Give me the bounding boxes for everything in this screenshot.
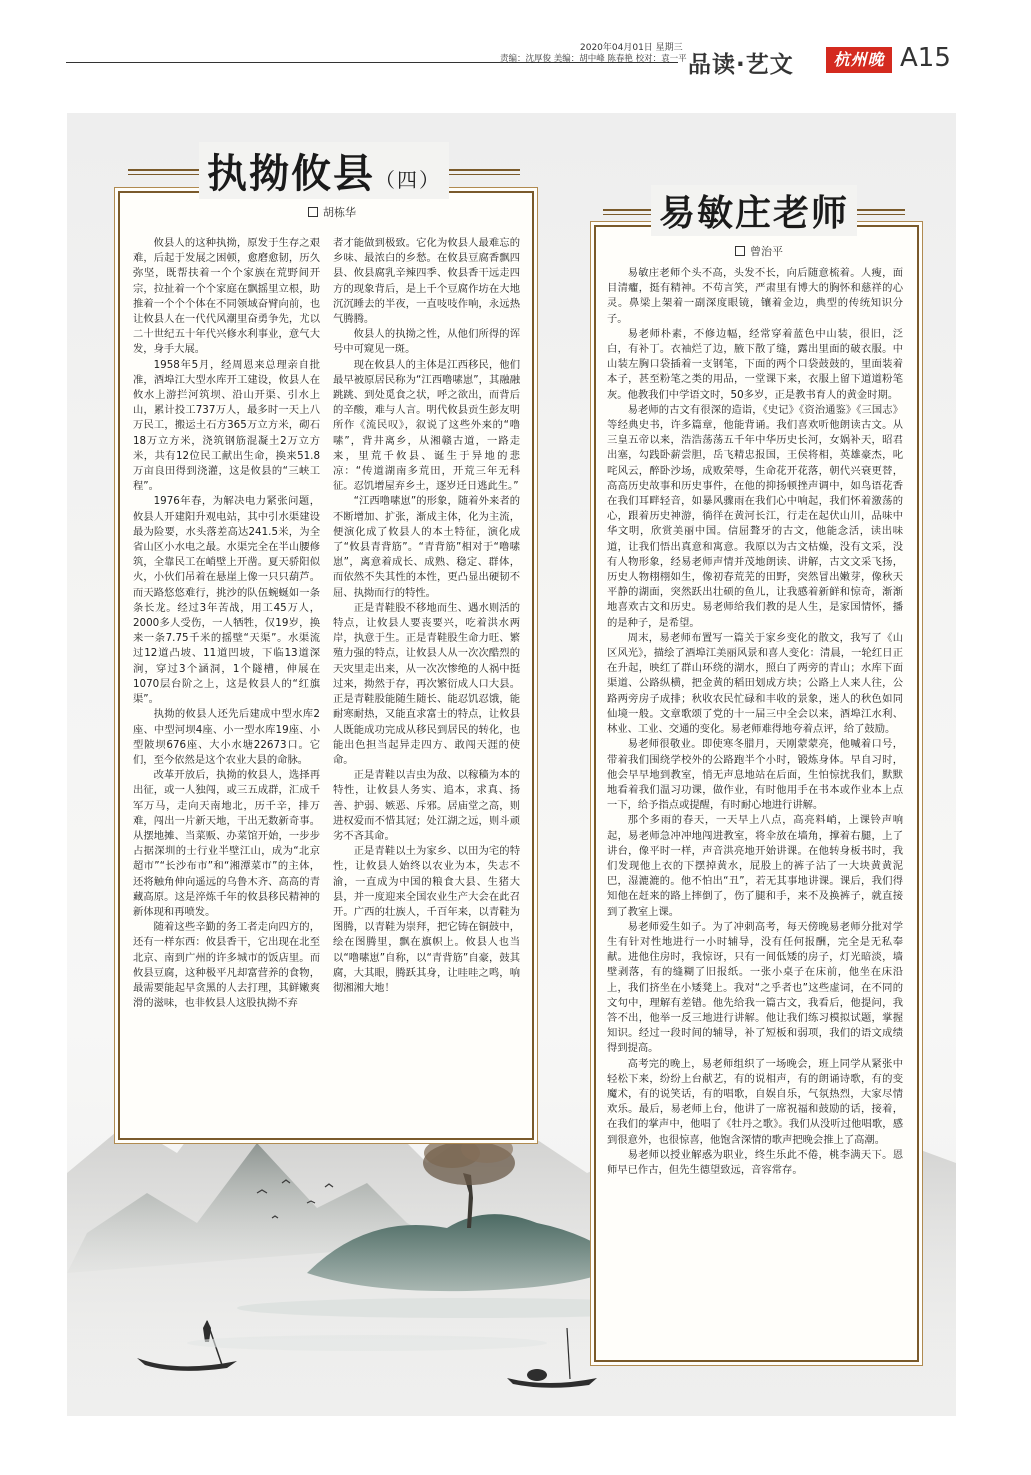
byline-box-icon	[735, 246, 745, 256]
paragraph: 执拗的攸县人还先后建成中型水库2座、中型河坝4座、小一型水库19座、小型陂坝676座、大小水塘22673口。它们，至今依然是这个农业大县的命脉。	[133, 708, 320, 766]
author-name: 曾治平	[750, 245, 783, 258]
paragraph: 那个多雨的春天，一天早上八点，高亮料峭，上课铃声响起，易老师急冲冲地闯进教室，将伞放在墙角，撑着右腿，上了讲台，像平时一样，声音洪亮地开始讲课。在他转身板书时，我们发现他上衣的下摆掉黄水，屁股上的裤子沾了一大块黄黄泥巴，湿漉漉的。他不怕出“丑”，若无其事地讲课。课后，我们得知他在赶来的路上摔倒了，伤了腿和手，来不及换裤子，就直接到了教室上课。	[607, 814, 903, 918]
article-title-bar	[128, 149, 520, 197]
paragraph: 攸县人的这种执拗，原发于生存之艰难，后起于发展之困顿，愈磨愈韧，历久弥坚，既帮扶着一个个家族在荒野间开宗，拉扯着一个个家庭在飘摇里立根，助推着一个个个体在不同领域奋臂向前，也让攸县人在一代代风潮里奋勇争先，尤以二十世纪五十年代兴修水利事业，意气大发，身手大展。	[133, 237, 320, 356]
paragraph: 1976年春，为解决电力紧张问题，攸县人开建阳升观电站，其中引水渠建设最为险要，水头落差高达241.5米，为全省山区小水电之最。水渠完全在半山腰修筑，全靠民工在峭壁上开凿。夏天骄阳似火，小伙们吊着在悬崖上像一只只葫芦。而天路悠悠难行，挑沙的队伍蜿蜒如一条条长龙。经过3年苦战，用工45万人，2000多人受伤，一人牺牲，仅19岁，换来一条7.75千米的摇壁“天渠”。水渠流过12道凸坡、11道凹坡，下临13道深涧，穿过3个涵洞，1个隧槽，伸展在1070层台阶之上，这是攸县人的“红旗渠”。	[133, 495, 320, 706]
article-title	[199, 142, 449, 199]
byline-box-icon	[308, 207, 318, 217]
article-body	[607, 266, 903, 1351]
article-column-2	[333, 236, 520, 1126]
paragraph: 改革开放后，执拗的攸县人，选择再出征，或一人独闯，或三五成群，汇成千军万马，走向天南地北，历千辛，排万难，闯出一片新天地，干出无数新奇事。从摆地摊、当菜贩、办菜馆开始，一步步占据深圳的士行业半壁江山，成为“北京超市”“长沙布市”和“湘潭菜市”的主体，还将触角伸向遥远的乌鲁木齐、高高的青藏高原。这是淬炼千年的攸县移民精神的新体现和再喷发。	[133, 769, 320, 918]
paragraph: 1958年5月，经周恩来总理亲自批准，酒埠江大型水库开工建设，攸县人在攸水上游拦河筑坝、沿山开渠、引水上山，累计投工737万人，最多时一天上八万民工，搬运土石方365万立方米，砌石18万立方米，浇筑钢筋混凝土2万立方米，共有12位民工献出生命，换来51.8万亩良田得到浇灌，这是攸县的“三峡工程”。	[133, 358, 320, 493]
paragraph: 易敏庄老师个头不高，头发不长，向后随意梳着。人瘦，面目清癯，挺有精神。不苟言笑，严肃里有博大的胸怀和慈祥的心灵。鼻梁上架着一副深度眼镜，镶着金边，典型的传统知识分子。	[607, 267, 903, 325]
paragraph: 正是青鞋以土为家乡、以田为宅的特性，让攸县人始终以农业为本，失志不渝，一直成为中国的粮食大县、生猪大县，并一度迎来全国农业生产大会在此召开。广西的壮族人，千百年来，以青鞋为图腾，以青鞋为崇拜，把它铸在铜鼓中，绘在图腾里，飘在旗帜上。攸县人也当以“噜嗉崽”自称，以“青背筋”自豪，鼓其腐，大其眼，腾跃其身，让哇哇之鸣，响彻湘湘大地！	[333, 845, 520, 994]
newspaper-logo: 杭州晚报	[826, 47, 892, 73]
page-number: A15	[900, 43, 951, 73]
masthead	[0, 0, 1031, 95]
paragraph-continued: 者才能做到极致。它化为攸县人最难忘的乡味、最浓白的乡愁。在攸县豆腐香飘四县、攸县腐乳辛辣四季、攸县香干远走四方的现象背后，是上千个豆腐作坊在大地沉沉睡去的半夜，一直吱吱作响，永远热气腾腾。	[333, 237, 520, 326]
paragraph: 随着这些辛勤的务工者走向四方的，还有一样东西：攸县香干，它出现在北至北京、南到广州的许多城市的饭店里。而攸县豆腐，这种极平凡却富营养的食物，最需要能起早贪黑的人去打理，其鲜嫩爽滑的滋味，也非攸县人这股执拗不弃	[133, 921, 320, 1010]
paragraph: 周末，易老师布置写一篇关于家乡变化的散文，我写了《山区风光》，描绘了酒埠江美丽风景和喜人变化：清晨，一轮红日正在升起，映红了群山环绕的湖水，照白了两旁的青山；水库下面渠道、公路纵横，把金黄的稻田划成方块；公路上人来人往，公路两旁房子成排；秋收农民忙碌和丰收的景象，迷人的秋色如同仙境一般。文章歌颂了党的十一届三中全会以来，酒埠江水利、林业、工业、交通的变化。易老师难得地夸着点评，给了鼓励。	[607, 631, 903, 736]
paragraph: 易老师朴素，不修边幅，经常穿着蓝色中山装，很旧，泛白，有补丁。衣袖烂了边，腋下散了缝，露出里面的破衣服。中山装左胸口袋插着一支钢笔，下面的两个口袋鼓鼓的，里面装着本子，甚至粉笔之类的用品，一堂课下来，衣服上留下道道粉笔灰。他教我们中学语文时，50多岁，正是教书育人的黄金时期。	[607, 327, 903, 401]
article-title-main: 执拗攸县	[207, 149, 375, 197]
article-title: 易敏庄老师	[651, 185, 857, 236]
author-name: 胡栋华	[323, 206, 356, 219]
issue-date: 2020年04月01日 星期三	[580, 43, 683, 53]
byline	[735, 243, 783, 259]
byline	[308, 204, 356, 220]
paragraph: 正是青鞋以吉虫为敌、以稼穑为本的特性，让攸县人务实、追本，求真、扬善、护弱、嫉恶、斥邪。居庙堂之高，则进权爱而不惜其冠；处江湖之远，则斗顽劣不吝其命。	[333, 769, 520, 842]
paragraph: 易老师以授业解惑为职业，终生乐此不倦，桃李满天下。恩师早已作古，但先生德望致远，音容常存。	[607, 1148, 903, 1176]
article-title-part: （四）	[375, 167, 441, 192]
section-title: 品读·艺文	[688, 52, 794, 78]
paragraph: 易老师很敬业。即使寒冬腊月，天刚蒙蒙亮，他喊着口号，带着我们围绕学校外的公路跑半个小时，锻炼身体。早自习时，他会早早地到教室，悄无声息地站在后面，生怕惊扰我们，默默地看着我们温习功课，做作业，有时他用手在书本或作业本上点一下，给予指点或提醒，有时耐心地进行讲解。	[607, 738, 903, 812]
paragraph: 正是青鞋股不移地而生、遇水则活的特点，让攸县人要丧要兴，吃着洪水两岸，执意于生。正是青鞋股生命力旺、繁殖力强的特点，让攸县人从一次次酷烈的天灾里走出来，从一次次惨绝的人祸中挺过来，拗然于存，再次繁衍成人口大县。正是青鞋股能随生随长、能忍饥忍饿，能耐寒耐热，又能直求富士的特点，让攸县人既能成功完成从移民到居民的转化，也能出色担当起异走四方、敢闯天涯的使命。	[333, 601, 520, 766]
paragraph: 攸县人的执拗之性，从他们所得的诨号中可窥见一斑。	[333, 328, 520, 356]
paragraph: 现在攸县人的主体是江西移民，他们最早被原居民称为“江西噜嗉崽”，其融融跳跳、到处觅食之状，呼之欲出，而背后的辛酸，难与人言。明代攸县贡生彭友明所作《流民叹》，叙说了这些外来的“噜嗉”，背井离乡，从湘赣古道，一路走来，里荒千攸县、诞生于异地的悲凉：“传道湖南多荒田，开荒三年无科征。忍饥增屋弃乡土，逐岁迁日逃此生。”	[333, 358, 520, 493]
paragraph: 易老师的古文有很深的造诣，《史记》《资治通鉴》《三国志》等经典史书，许多篇章，他能背诵。我们喜欢听他朗读古文。从三皇五帝以来，浩浩荡荡五千年中华历史长河，女娲补天，昭君出塞，勾践卧薪尝胆，岳飞精忠报国，王侯将相，英雄豪杰，叱咤风云，醉卧沙场，成败荣辱，生命花开花落，朝代兴衰更替，高高历史故事和历史事件，在他的抑扬顿挫声调中，如鸟语花香在我们耳畔轻音，如暴风骤雨在我们心中响起，我们怀着激荡的心，跟着历史神游，徜徉在黄河长江，行走在起伏山川，品味中华文明，欣赏美丽中国。信屈聱牙的古文，他能念活，读出味道，让我们悟出真意和寓意。我原以为古文枯燥，没有文采，没有人物形象，经易老师声情并茂地朗读、讲解，古文文采飞扬，历史人物栩栩如生，像初春荒芜的田野，突然冒出嫩芽，像秋天平静的湖面，突然跃出壮硕的鱼儿，让我感着新鲜和惊奇，渐渐地喜欢古文和历史。易老师给我们教的是人生，是家国情怀，播的是种子，是希望。	[607, 403, 903, 629]
editor-credits: 责编：沈厚俊 美编：胡中峰 陈春艳 校对：袁一平	[500, 54, 687, 64]
article-title-bar	[603, 190, 905, 234]
article-column-1	[133, 236, 320, 1126]
paragraph: 高考完的晚上，易老师组织了一场晚会，班上同学从紧张中轻松下来，纷纷上台献艺，有的说相声，有的朗诵诗歌，有的变魔术，有的说笑话，有的唱歌，自娱自乐，气氛热烈，大家尽情欢乐。最后，易老师上台，他讲了一席祝福和鼓励的话，接着，在我们的掌声中，他唱了《牡丹之歌》。我们从没听过他唱歌，感到很意外，也很惊喜，他饱含深情的歌声把晚会推上了高潮。	[607, 1057, 903, 1146]
paragraph: 易老师爱生如子。为了冲刺高考，每天傍晚易老师分批对学生有针对性地进行一小时辅导，没有任何报酬，完全是无私奉献。进他住房时，我惊讶，只有一间低矮的房子，灯光暗淡，墙壁剥落，有的缝糊了旧报纸。一张小桌子在床前，他坐在床沿上，我们挤坐在小矮凳上。我对“之乎者也”这些虚词，在不同的文句中，理解有差错。他先给我一篇古文，我看后，他提问，我答不出，他举一反三地进行讲解。他让我们练习模拟试题，掌握知识。经过一段时间的辅导，补了短板和弱项，我们的语文成绩得到提高。	[607, 920, 903, 1055]
paragraph: “江西噜嗉崽”的形象，随着外来者的不断增加、扩张，渐成主体，化为主流，便演化成了攸县人的本土特征，演化成了“攸县青背筋”。“青背筋”相对于“噜嗉崽”，离意着成长、成熟、稳定、群体，而依然不失其性的本性，更凸显出硬韧不屈、执拗而行的特性。	[333, 495, 520, 599]
